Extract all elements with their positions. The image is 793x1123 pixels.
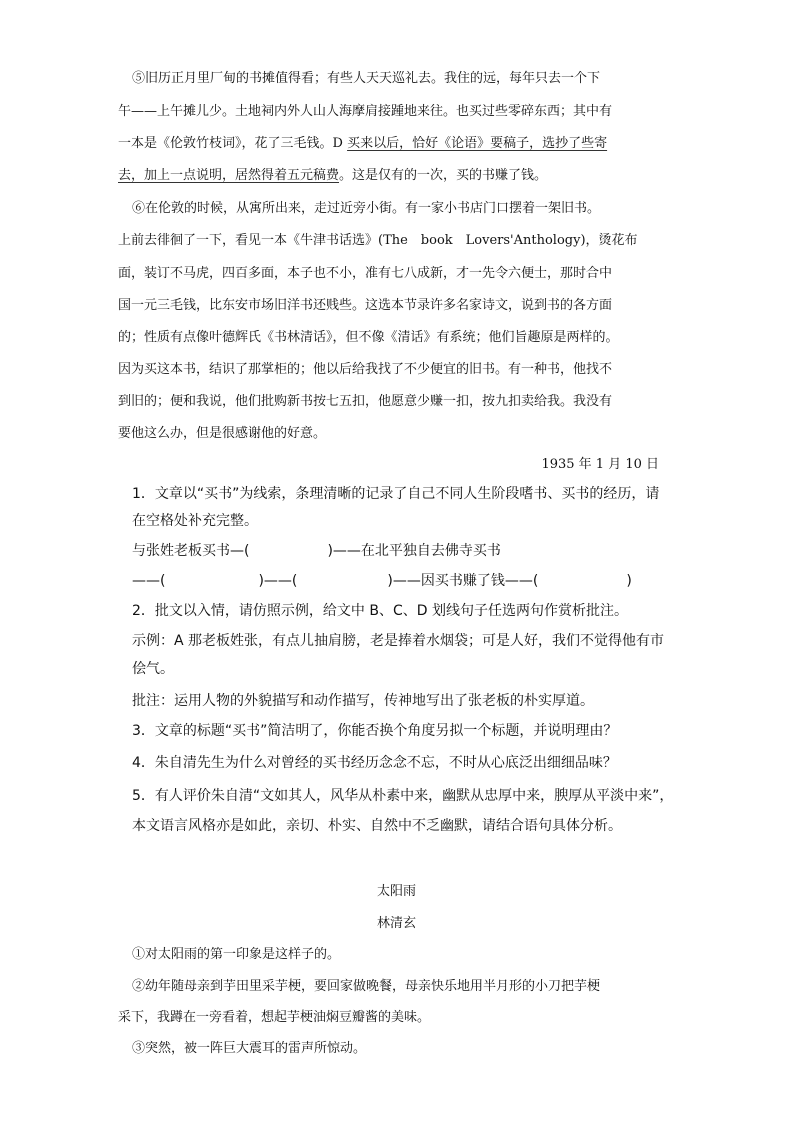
question-5-line2: 本文语言风格亦是如此，亲切、朴实、自然中不乏幽默，请结合语句具体分析。 [132, 818, 622, 834]
question-2-annotation: 批注：运用人物的外貌描写和动作描写，传神地写出了张老板的朴实厚道。 [132, 693, 594, 709]
essay1-p5-line4 [118, 164, 547, 183]
essay2-author: 林清玄 [376, 916, 416, 931]
essay1-date: 1935 年 1 月 10 日 [541, 457, 659, 472]
question-5-line1: 5．有人评价朱自清“文如其人，风华从朴素中来，幽默从忠厚中来，腴厚从平淡中来”， [132, 788, 674, 804]
essay1-p5-line3-text: 一本是《伦敦竹枝词》，花了三毛钱。D [118, 136, 348, 151]
essay1-p5-line4-text: 。这是仅有的一次，买的书赚了钱。 [339, 168, 548, 183]
question-1-line2: 在空格处补充完整。 [132, 513, 258, 529]
essay1-p5-line3 [118, 132, 607, 151]
essay1-p6-line6: 因为买这本书，结识了那掌柜的；他以后给我找了不少便宜的旧书。有一种书，他找不 [118, 362, 613, 377]
essay1-p6-line7: 到旧的；便和我说，他们批购新书按七五扣，他愿意少赚一扣，按九扣卖给我。我没有 [118, 394, 613, 409]
chain-text: )——( [258, 573, 298, 589]
question-1-chain-row2 [132, 570, 632, 590]
underlined-sentence-d-part1: 买来以后，恰好《论语》要稿子，选抄了些寄 [347, 136, 608, 151]
essay2-p2-line1: ②幼年随母亲到芋田里采芋梗，要回家做晚餐，母亲快乐地用半月形的小刀把芋梗 [132, 979, 601, 994]
chain-text: ) [626, 573, 632, 589]
question-2-line1: 2．批文以入情，请仿照示例，给文中 B、C、D 划线句子任选两句作赏析批注。 [132, 603, 628, 619]
chain-text: ——( [132, 573, 166, 589]
essay1-p6-line5: 的；性质有点像叶德辉氏《书林清话》，但不像《清话》有系统；他们旨趣原是两样的。 [118, 330, 619, 345]
question-3: 3．文章的标题“买书”简洁明了，你能否换个角度另拟一个标题，并说明理由？ [132, 723, 618, 739]
question-1-line1: 1．文章以“买书”为线索，条理清晰的记录了自己不同人生阶段嗜书、买书的经历，请 [132, 486, 660, 502]
essay1-p6-line2: 上前去徘徊了一下，看见一本《牛津书话选》(The book Lovers'Anthology)，烫花布 [118, 233, 638, 248]
chain-text: 与张姓老板买书—( [132, 543, 250, 559]
essay1-p5-line1: ⑤旧历正月里厂甸的书摊值得看；有些人天天巡礼去。我住的远，每年只去一个下 [132, 71, 601, 86]
essay2-p1: ①对太阳雨的第一印象是这样子的。 [132, 947, 341, 962]
essay1-p6-line3: 面，装订不马虎，四百多面，本子也不小，准有七八成新，才一先令六便士，那时合中 [118, 266, 613, 281]
essay1-p6-line1: ⑥在伦敦的时候，从寓所出来，走过近旁小街。有一家小书店门口摆着一架旧书。 [132, 201, 601, 216]
chain-text: )——因买书赚了钱——( [387, 573, 539, 589]
essay2-title: 太阳雨 [376, 884, 416, 899]
essay1-p6-line4: 国一元三毛钱，比东安市场旧洋书还贱些。这选本节录许多名家诗文，说到书的各方面 [118, 298, 613, 313]
essay2-p3: ③突然，被一阵巨大震耳的雷声所惊动。 [132, 1041, 367, 1056]
question-2-example: 示例：A 那老板姓张，有点儿抽肩膀，老是捧着水烟袋；可是人好，我们不觉得他有市 [132, 633, 665, 649]
question-2-example-cont: 侩气。 [132, 661, 174, 677]
essay2-p2-line2: 采下，我蹲在一旁看着，想起芋梗油焖豆瓣酱的美味。 [118, 1010, 431, 1025]
essay1-p6-line8: 要他这么办，但是很感谢他的好意。 [118, 426, 327, 441]
question-1-chain-row1 [132, 540, 501, 560]
underlined-sentence-d-part2: 去，加上一点说明，居然得着五元稿费 [118, 168, 340, 183]
essay1-p5-line2: 午——上午摊儿少。土地祠内外人山人海摩肩接踵地来往。也买过些零碎东西；其中有 [118, 104, 613, 119]
chain-text: )——在北平独自去佛寺买书 [327, 543, 501, 559]
question-4: 4．朱自清先生为什么对曾经的买书经历念念不忘，不时从心底泛出细细品味？ [132, 755, 617, 771]
